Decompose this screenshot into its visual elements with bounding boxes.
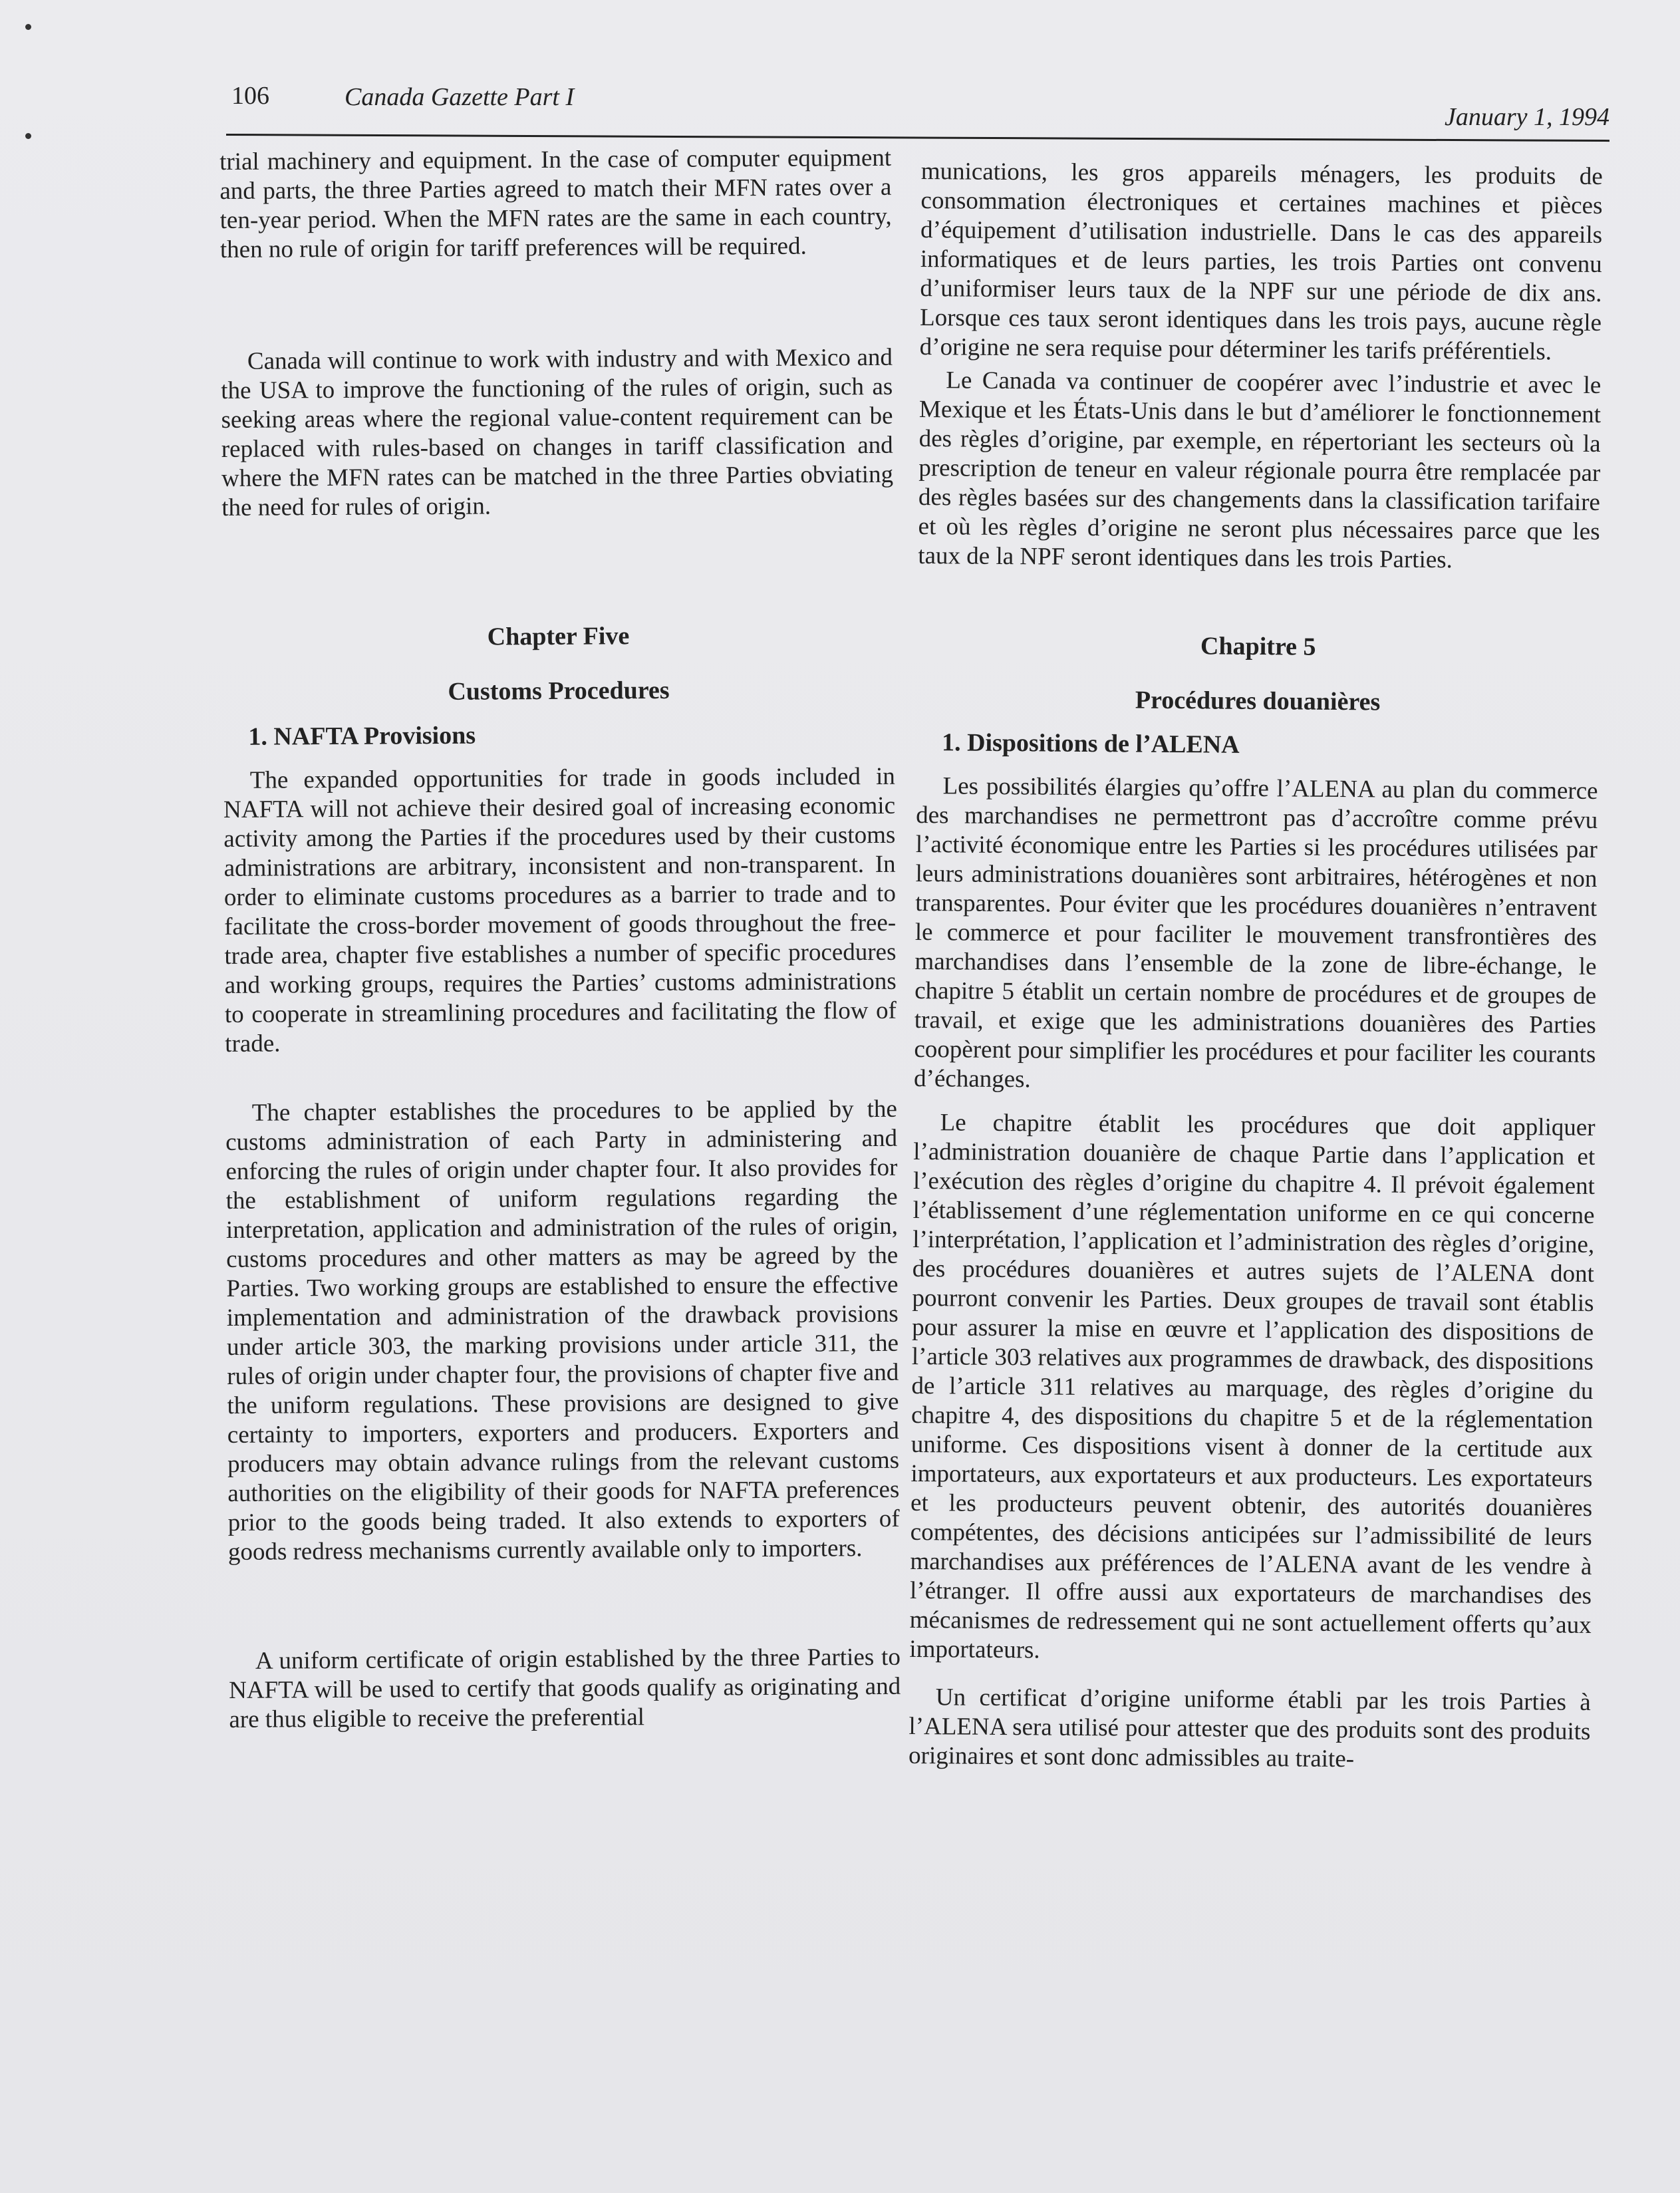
- page-header: [226, 78, 1610, 138]
- chapter-title: Chapter Five: [487, 622, 630, 651]
- french-column: [909, 157, 1603, 1776]
- section-title: 1. NAFTA Provisions: [248, 721, 476, 751]
- paragraph: munications, les gros appareils ménagers, les produits de consommation électroniques et certaines machines et pièces d’équipement d’utilisation industrielle. Dans le cas des appareils informatiques et de leurs parties, les trois Parties ont convenu d’uniformiser leurs taux de la NPF sur une période de dix ans. Lorsque ces taux seront identiques dans les trois pays, aucune règle d’origine ne sera requise pour déterminer les tarifs préférentiels.: [919, 157, 1603, 366]
- punch-hole-mark: [25, 24, 31, 30]
- publication-title: Canada Gazette Part I: [345, 83, 575, 111]
- paragraph: Le chapitre établit les procédures que doit appliquer l’administration douanière de chaque Partie dans l’application et l’exécution des règles d’origine du chapitre 4. Il prévoit également l’établissement d’une réglementation uniforme en ce qui concerne l’interprétation, l’application et l’administration des règles d’origine, des procédures douanières et autres sujets de l’ALENA dont pourront convenir les Parties. Deux groupes de travail sont établis pour assurer la mise en œuvre et l’application des dispositions de l’article 303 relatives aux programmes de drawback, des dispositions de l’article 311 relatives au marquage, des règles d’origine du chapitre 4, des dispositions du chapitre 5 et de la réglementation uniforme. Ces dispositions visent à donner de la certitude aux importateurs, aux exportateurs et aux producteurs. Les exportateurs et les producteurs peuvent obtenir, des autorités douanières compétentes, des décisions anticipées sur l’admissibilité de leurs marchandises aux préférences de l’ALENA avant de les vendre à l’étranger. Il offre aussi aux exportateurs de marchandises des mécanismes de redressement qui ne sont actuellement offerts qu’aux importateurs.: [909, 1109, 1596, 1664]
- punch-hole-mark: [25, 133, 31, 139]
- english-column: [219, 144, 901, 1735]
- paragraph: A uniform certificate of origin established by the three Parties to NAFTA will be used to certify that goods qualify as originating and are thus eligible to receive the preferential: [229, 1643, 901, 1733]
- section-title: 1. Dispositions de l’ALENA: [941, 728, 1240, 759]
- paragraph: Canada will continue to work with industry and with Mexico and the USA to improve the functioning of the rules of origin, such as seeking areas where the regional value-content requirement can be replaced with rules-based on changes in tariff classification and where the MFN rates can be matched in the three Parties obviating the need for rules of origin.: [221, 343, 894, 521]
- page-number: 106: [231, 82, 269, 110]
- paragraph: The expanded opportunities for trade in goods included in NAFTA will not achieve their desired goal of increasing economic activity among the Parties if the procedures used by their customs administrations are arbitrary, inconsistent and non-transparent. In order to eliminate customs procedures as a barrier to trade and to facilitate the cross-border movement of goods throughout the free-trade area, chapter five establishes a number of specific procedures and working groups, requires the Parties’ customs administrations to cooperate in streamlining procedures and facilitating the flow of trade.: [223, 762, 897, 1058]
- chapter-subtitle: Procédures douanières: [1135, 686, 1381, 716]
- chapter-title: Chapitre 5: [1200, 632, 1316, 661]
- paragraph: trial machinery and equipment. In the case of computer equipment and parts, the three Parties agreed to match their MFN rates over a ten-year period. When the MFN rates are the same in each country, then no rule of origin for tariff preferences will be required.: [219, 144, 892, 263]
- issue-date: January 1, 1994: [1444, 103, 1610, 131]
- paragraph: Un certificat d’origine uniforme établi par les trois Parties à l’ALENA sera utilisé pour attester que des produits sont des produits originaires et sont donc admissibles au traite-: [908, 1683, 1591, 1773]
- chapter-subtitle: Customs Procedures: [448, 676, 670, 706]
- paragraph: Les possibilités élargies qu’offre l’ALENA au plan du commerce des marchandises ne permettront pas d’accroître comme prévu l’activité économique entre les Parties si les procédures utilisées par leurs administrations douanières sont arbitraires, hétérogènes et non transparentes. Pour éviter que les procédures douanières n’entravent le commerce et pour faciliter le mouvement transfrontières des marchandises dans l’ensemble de la zone de libre-échange, le chapitre 5 établit un certain nombre de procédures et de groupes de travail, et exige que les administrations douanières des Parties coopèrent pour simplifier les procédures et pour faciliter les courants d’échanges.: [913, 772, 1598, 1094]
- paragraph: Le Canada va continuer de coopérer avec l’industrie et avec le Mexique et les États-Unis dans le but d’améliorer le fonctionnement des règles d’origine, par exemple, en répertoriant les secteurs où la prescription de teneur en valeur régionale pourra être remplacée par des règles basées sur des changements dans la classification tarifaire et où les règles d’origine ne seront plus nécessaires parce que les taux de la NPF seront identiques dans les trois Parties.: [918, 366, 1602, 574]
- header-rule: [226, 134, 1610, 142]
- paragraph: The chapter establishes the procedures to be applied by the customs administration of each Party in administering and enforcing the rules of origin under chapter four. It also provides for the establishment of uniform regulations regarding the interpretation, application and administration of the rules of origin, customs procedures and other matters as may be agreed by the Parties. Two working groups are established to ensure the effective implementation and administration of the drawback provisions under article 303, the marking provisions under article 311, the rules of origin under chapter four, the provisions of chapter five and the uniform regulations. These provisions are designed to give certainty to importers, exporters and producers. Exporters and producers may obtain advance rulings from the relevant customs authorities on the eligibility of their goods for NAFTA preferences prior to the goods being traded. It also extends to exporters of goods redress mechanisms currently available only to importers.: [225, 1095, 900, 1566]
